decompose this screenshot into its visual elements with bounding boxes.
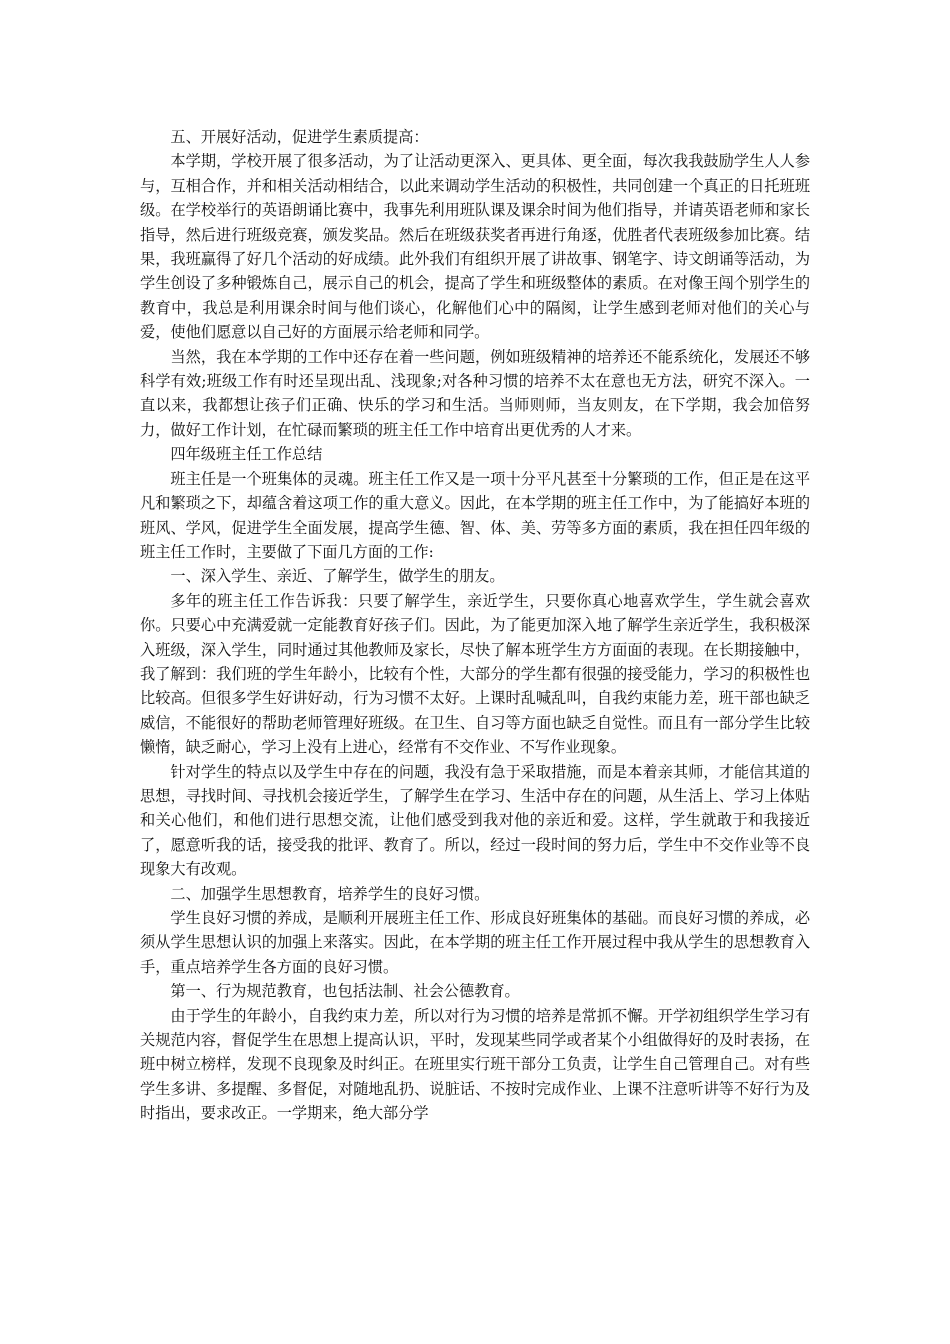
- section-heading-understand-students: 一、深入学生、亲近、了解学生，做学生的朋友。: [170, 567, 505, 586]
- section-heading-habits: 二、加强学生思想教育，培养学生的良好习惯。: [170, 884, 490, 903]
- paragraph-problems: 当然，我在本学期的工作中还存在着一些问题，例如班级精神的培养还不能系统化，发展还不够科学有效;班级工作有时还呈现出乱、浅现象;对各种习惯的培养不太在意也无方法，研究不深入。一直以来，我都想让孩子们正确、快乐的学习和生活。当师则师，当友则友，在下学期，我会加倍努力，做好工作计划，在忙碌而繁琐的班主任工作中培育出更优秀的人才来。: [140, 347, 810, 439]
- section-heading-activities: 五、开展好活动，促进学生素质提高：: [170, 128, 429, 146]
- subsection-heading-behavior: 第一、行为规范教育，也包括法制、社会公德教育。: [170, 982, 520, 1001]
- paragraph-habits: 学生良好习惯的养成，是顺利开展班主任工作、形成良好班集体的基础。而良好习惯的养成，必须从学生思想认识的加强上来落实。因此，在本学期的班主任工作开展过程中我从学生的思想教育入手，重点培养学生各方面的良好习惯。: [140, 909, 810, 976]
- paragraph-understand-students: 多年的班主任工作告诉我：只要了解学生，亲近学生，只要你真心地喜欢学生，学生就会喜欢你。只要心中充满爱就一定能教育好孩子们。因此，为了能更加深入地了解学生亲近学生，我积极深入班级，深入学生，同时通过其他教师及家长，尽快了解本班学生方方面面的表现。在长期接触中，我了解到：我们班的学生年龄小，比较有个性，大部分的学生都有很强的接受能力，学习的积极性也比较高。但很多学生好讲好动，行为习惯不太好。上课时乱喊乱叫，自我约束能力差，班干部也缺乏威信，不能很好的帮助老师管理好班级。在卫生、自习等方面也缺乏自觉性。而且有一部分学生比较懒惰，缺乏耐心，学习上没有上进心，经常有不交作业、不写作业现象。: [140, 591, 810, 757]
- document-title: 四年级班主任工作总结: [170, 445, 323, 464]
- paragraph-intro: 班主任是一个班集体的灵魂。班主任工作又是一项十分平凡甚至十分繁琐的工作，但正是在这平凡和繁琐之下，却蕴含着这项工作的重大意义。因此，在本学期的班主任工作中，为了能搞好本班的班风、学风，促进学生全面发展，提高学生德、智、体、美、劳等多方面的素质，我在担任四年级的班主任工作时，主要做了下面几方面的工作:: [140, 469, 810, 561]
- paragraph-behavior: 由于学生的年龄小，自我约束力差，所以对行为习惯的培养是常抓不懈。开学初组织学生学习有关规范内容，督促学生在思想上提高认识，平时，发现某些同学或者某个小组做得好的及时表扬，在班中树立榜样，发现不良现象及时纠正。在班里实行班干部分工负责，让学生自己管理自己。对有些学生多讲、多提醒、多督促，对随地乱扔、说脏话、不按时完成作业、上课不注意听讲等不好行为及时指出，要求改正。一学期来，绝大部分学: [140, 1006, 810, 1123]
- paragraph-activities: 本学期，学校开展了很多活动，为了让活动更深入、更具体、更全面，每次我我鼓励学生人人参与，互相合作，并和相关活动相结合，以此来调动学生活动的积极性，共同创建一个真正的日托班班级。在学校举行的英语朗诵比赛中，我事先利用班队课及课余时间为他们指导，并请英语老师和家长指导，然后进行班级竞赛，颁发奖品。然后在班级获奖者再进行角逐，优胜者代表班级参加比赛。结果，我班赢得了好几个活动的好成绩。此外我们有组织开展了讲故事、钢笔字、诗文朗诵等活动，为学生创设了多种锻炼自己，展示自己的机会，提高了学生和班级整体的素质。在对像王闯个别学生的教育中，我总是利用课余时间与他们谈心，化解他们心中的隔阂，让学生感到老师对他们的关心与爱，使他们愿意以自己好的方面展示给老师和同学。: [140, 152, 810, 342]
- document-page: [140, 125, 810, 1126]
- paragraph-approach: 针对学生的特点以及学生中存在的问题，我没有急于采取措施，而是本着亲其师，才能信其道的思想，寻找时间、寻找机会接近学生，了解学生在学习、生活中存在的问题，从生活上、学习上体贴和关心他们，和他们进行思想交流，让他们感受到我对他的亲近和爱。这样，学生就敢于和我接近了，愿意听我的话，接受我的批评、教育了。所以，经过一段时间的努力后，学生中不交作业等不良现象大有改观。: [140, 762, 810, 879]
